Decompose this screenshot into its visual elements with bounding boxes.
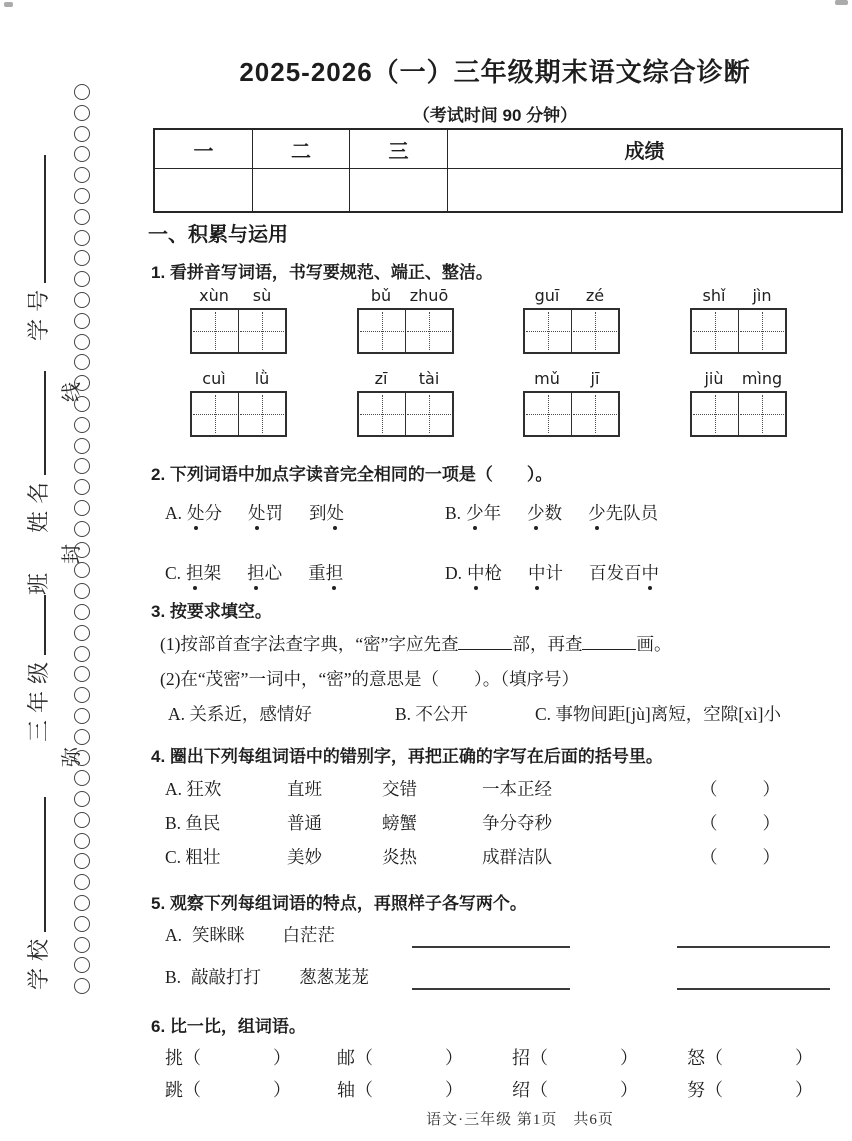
option-word [308, 560, 343, 585]
char: 到 [309, 503, 327, 523]
answer-blank [458, 634, 512, 650]
q1-row-1 [140, 286, 850, 356]
q6-stem: 6. 比一比，组词语。 [151, 1017, 306, 1036]
option-word [588, 500, 658, 525]
char: 罚 [265, 503, 284, 523]
section-heading: 一、积累与运用 [148, 224, 288, 246]
option-word [527, 500, 562, 525]
pinyin-syllable: zī [374, 369, 388, 388]
seal-stamp-char: 封 [61, 544, 83, 564]
paren: ） [273, 1080, 291, 1100]
q4-word: 交错 [382, 779, 417, 799]
option-word [467, 560, 502, 585]
q3-option: A. 关系近，感情好 [168, 704, 312, 724]
q6-char: 跳 [165, 1080, 183, 1100]
option-word [186, 560, 221, 585]
option-label: A. [165, 503, 183, 523]
q6-word-group [512, 1076, 638, 1102]
score-blank-cell [155, 168, 252, 211]
pinyin-group [523, 369, 620, 437]
answer-line [677, 945, 830, 948]
writing-cell [738, 310, 785, 352]
q6-word-group [165, 1076, 291, 1102]
binding-hole [74, 354, 90, 370]
pinyin-syllable: jī [590, 369, 600, 388]
q2-option-group [445, 500, 684, 525]
q4-label-word: B. 鱼民 [165, 813, 221, 833]
writing-box [357, 391, 454, 437]
answer-blank [582, 634, 636, 650]
pinyin-syllable: xùn [199, 286, 229, 305]
writing-box [690, 391, 787, 437]
pinyin-syllable: shǐ [702, 286, 726, 305]
q6-word-group [337, 1044, 463, 1070]
pinyin-group [690, 286, 787, 354]
q2-option-group [165, 560, 369, 585]
q6-char: 怒 [687, 1048, 705, 1068]
score-blank-cell [447, 168, 841, 211]
q3-option: C. 事物间距[jù]离短，空隙[xì]小 [535, 704, 781, 724]
char: 少 [466, 500, 484, 525]
pinyin-labels [523, 286, 620, 305]
char: 年 [483, 503, 502, 523]
option-word [528, 560, 563, 585]
option-word [187, 500, 222, 525]
pinyin-syllable: jìn [752, 286, 772, 305]
q5-example-word: 敲敲打打 [191, 967, 262, 987]
q6-char: 轴 [337, 1080, 355, 1100]
q6-row-2 [140, 1076, 850, 1104]
q3-fill-line [160, 631, 671, 656]
pinyin-syllable: guī [534, 286, 560, 305]
paren: ） [620, 1080, 638, 1100]
binding-hole [74, 666, 90, 682]
pinyin-syllable: mìng [741, 369, 783, 388]
q4-word-row [165, 844, 825, 868]
pinyin-labels [357, 286, 454, 305]
writing-cell [738, 393, 785, 435]
q3-stem: 3. 按要求填空。 [151, 602, 272, 621]
exam-content [140, 0, 850, 1141]
q5-stem: 5. 观察下列每组词语的特点，再照样子各写两个。 [151, 894, 527, 913]
char: 处 [327, 500, 345, 525]
seal-field-label: 学号 [25, 282, 51, 341]
q4-word: 美妙 [287, 847, 322, 867]
binding-hole [74, 562, 90, 578]
q5-row-1 [165, 922, 825, 950]
q4-word-row [165, 776, 825, 800]
char: 枪 [484, 563, 503, 583]
binding-hole [74, 334, 90, 350]
writing-cell [692, 393, 738, 435]
char: 百 [624, 563, 642, 583]
q6-word-group [687, 1044, 813, 1070]
pinyin-labels [690, 286, 787, 305]
char: 担 [186, 560, 204, 585]
option-label: A. [165, 925, 183, 945]
q4-word: 螃蟹 [382, 813, 417, 833]
pinyin-syllable: bǔ [370, 286, 392, 305]
writing-cell [405, 310, 452, 352]
char: 百 [589, 563, 607, 583]
binding-hole [74, 250, 90, 266]
pinyin-syllable: mǔ [534, 369, 560, 388]
seal-blank-line [29, 595, 46, 655]
seal-field-label: 三年级 [25, 654, 51, 742]
option-word [248, 500, 283, 525]
binding-hole [74, 230, 90, 246]
q6-char: 招 [512, 1048, 530, 1068]
binding-hole [74, 313, 90, 329]
paren: （ [705, 1080, 723, 1100]
writing-cell [192, 310, 238, 352]
binding-hole [74, 292, 90, 308]
binding-hole [74, 687, 90, 703]
writing-box [357, 308, 454, 354]
char: 分 [204, 503, 223, 523]
binding-hole [74, 791, 90, 807]
char: 处 [248, 500, 266, 525]
binding-hole [74, 438, 90, 454]
paren: ） [445, 1048, 463, 1068]
char: 中 [467, 560, 485, 585]
writing-cell [238, 393, 285, 435]
q2-stem: 2. 下列词语中加点字读音完全相同的一项是（ ）。 [151, 465, 553, 484]
paren: （ [530, 1048, 548, 1068]
seal-blank-line [29, 155, 46, 283]
char: 少 [527, 500, 545, 525]
pinyin-group [190, 369, 287, 437]
binding-hole [74, 209, 90, 225]
paren: （ [705, 1048, 723, 1068]
paren: ） [762, 779, 780, 799]
writing-cell [525, 393, 571, 435]
seal-stamp-char: 弥 [61, 747, 83, 767]
q2-row-2 [140, 560, 850, 590]
writing-box [190, 391, 287, 437]
binding-hole [74, 853, 90, 869]
answer-line [412, 945, 570, 948]
binding-hole [74, 105, 90, 121]
writing-box [523, 308, 620, 354]
option-label: B. [165, 967, 182, 987]
q4-word: 争分夺秒 [482, 813, 552, 833]
binding-hole [74, 188, 90, 204]
option-label: C. [165, 563, 182, 583]
binding-hole [74, 916, 90, 932]
answer-parens [700, 844, 825, 869]
char: 先 [605, 503, 624, 523]
binding-hole [74, 500, 90, 516]
option-word [247, 560, 282, 585]
paren: ） [762, 847, 780, 867]
paren: ） [795, 1048, 813, 1068]
binding-hole [74, 770, 90, 786]
binding-hole [74, 874, 90, 890]
q6-row-1 [140, 1044, 850, 1072]
paren: （ [355, 1048, 373, 1068]
binding-hole [74, 521, 90, 537]
pinyin-group [357, 369, 454, 437]
char: 处 [187, 500, 205, 525]
writing-cell [571, 310, 618, 352]
paren: （ [700, 813, 718, 833]
pinyin-group [523, 286, 620, 354]
pinyin-syllable: sù [252, 286, 272, 305]
binding-hole [74, 729, 90, 745]
writing-cell [525, 310, 571, 352]
writing-box [190, 308, 287, 354]
q6-word-group [337, 1076, 463, 1102]
paren: （ [700, 779, 718, 799]
binding-hole [74, 978, 90, 994]
binding-holes [74, 84, 92, 999]
q4-word: 直班 [287, 779, 322, 799]
pinyin-labels [357, 369, 454, 388]
q6-word-group [512, 1044, 638, 1070]
score-blank-cell [349, 168, 447, 211]
char: 少 [588, 500, 606, 525]
scan-artifact [4, 2, 13, 7]
pinyin-group [190, 286, 287, 354]
binding-hole [74, 167, 90, 183]
writing-cell [238, 310, 285, 352]
q4-rows [165, 776, 825, 878]
q6-word-group [165, 1044, 291, 1070]
q4-label-word: C. 粗壮 [165, 847, 221, 867]
q1-stem: 1. 看拼音写词语，书写要规范、端正、整洁。 [151, 263, 493, 282]
char: 心 [264, 563, 283, 583]
writing-cell [692, 310, 738, 352]
q6-word-group [687, 1076, 813, 1102]
binding-hole [74, 812, 90, 828]
writing-cell [192, 393, 238, 435]
binding-hole [74, 583, 90, 599]
pinyin-syllable: tài [418, 369, 440, 388]
q2-row-1 [140, 500, 850, 530]
binding-hole [74, 895, 90, 911]
binding-hole [74, 937, 90, 953]
binding-hole [74, 957, 90, 973]
writing-cell [359, 310, 405, 352]
binding-hole [74, 84, 90, 100]
char: 队 [623, 503, 641, 523]
q2-option-group [445, 560, 685, 585]
paren: ） [620, 1048, 638, 1068]
q4-word-row [165, 810, 825, 834]
q4-word: 成群洁队 [482, 847, 552, 867]
char: 计 [545, 563, 564, 583]
char: 担 [326, 560, 344, 585]
pinyin-labels [523, 369, 620, 388]
seal-blank-line [29, 797, 46, 932]
seal-blank-line [29, 371, 46, 475]
writing-cell [405, 393, 452, 435]
pinyin-syllable: zhuō [409, 286, 449, 305]
pinyin-syllable: zé [585, 286, 605, 305]
binding-hole [74, 604, 90, 620]
option-word [309, 500, 344, 525]
q4-word: 普通 [287, 813, 322, 833]
char: 重 [308, 563, 326, 583]
score-header-cell: 一 [193, 140, 214, 163]
paren: （ [700, 847, 718, 867]
writing-cell [571, 393, 618, 435]
seal-stamp-char: 线 [61, 382, 83, 402]
paren: （ [355, 1080, 373, 1100]
writing-box [690, 308, 787, 354]
pinyin-group [357, 286, 454, 354]
char: 员 [640, 503, 659, 523]
char: 中 [528, 560, 546, 585]
answer-parens [700, 810, 825, 835]
q3-text: 画。 [636, 634, 672, 654]
q4-label-word: A. 狂欢 [165, 779, 222, 799]
seal-margin [22, 147, 83, 1062]
pinyin-syllable: jiù [704, 369, 724, 388]
option-label: B. [445, 503, 462, 523]
option-word [466, 500, 501, 525]
q3-option: B. 不公开 [395, 704, 468, 724]
binding-hole [74, 271, 90, 287]
answer-parens [700, 776, 825, 801]
q4-word: 一本正经 [482, 779, 552, 799]
binding-hole [74, 646, 90, 662]
binding-hole [74, 458, 90, 474]
binding-hole [74, 833, 90, 849]
binding-hole [74, 625, 90, 641]
char: 数 [544, 503, 563, 523]
page-footer: 语文·三年级 第1页 共6页 [426, 1112, 614, 1128]
answer-line [412, 987, 570, 990]
q3-text: 部，再查 [512, 634, 583, 654]
q2-option-group [165, 500, 370, 525]
paren: （ [183, 1048, 201, 1068]
q5-example-word: 葱葱茏茏 [299, 967, 370, 987]
score-header-cell: 三 [349, 130, 447, 168]
char: 架 [203, 563, 222, 583]
q5-example-word: 白茫茫 [282, 925, 336, 945]
q3-meaning-line: (2)在“茂密”一词中，“密”的意思是（ ）。（填序号） [160, 669, 579, 689]
score-table [153, 128, 843, 213]
seal-field-label: 姓名 [25, 474, 51, 533]
q5-example-word: 笑眯眯 [192, 925, 245, 945]
seal-field-label: 学校 [25, 931, 51, 990]
paren: （ [183, 1080, 201, 1100]
binding-hole [74, 479, 90, 495]
paren: ） [762, 813, 780, 833]
q1-row-2 [140, 369, 850, 439]
binding-hole [74, 708, 90, 724]
char: 发 [606, 563, 625, 583]
char: 中 [642, 560, 660, 585]
q6-char: 挑 [165, 1048, 183, 1068]
pinyin-labels [190, 286, 287, 305]
binding-hole [74, 417, 90, 433]
binding-hole [74, 146, 90, 162]
seal-field-label: 班 [25, 565, 51, 595]
q4-stem: 4. 圈出下列每组词语中的错别字，再把正确的字写在后面的括号里。 [151, 747, 663, 766]
q6-char: 绍 [512, 1080, 530, 1100]
score-blank-cell [252, 168, 349, 211]
pinyin-labels [690, 369, 787, 388]
q6-char: 邮 [337, 1048, 355, 1068]
q5-row-2 [165, 964, 825, 992]
writing-cell [359, 393, 405, 435]
q4-word: 炎热 [382, 847, 417, 867]
q6-char: 努 [687, 1080, 705, 1100]
pinyin-syllable: cuì [202, 369, 226, 388]
pinyin-labels [190, 369, 287, 388]
pinyin-group [690, 369, 787, 437]
paren: ） [273, 1048, 291, 1068]
paren: ） [445, 1080, 463, 1100]
q3-options [140, 701, 850, 727]
page-title: 2025-2026（一）三年级期末语文综合诊断 [239, 57, 751, 87]
pinyin-syllable: lǜ [254, 369, 270, 388]
writing-box [523, 391, 620, 437]
char: 担 [247, 560, 265, 585]
option-word [589, 560, 659, 585]
exam-duration: （考试时间 90 分钟） [412, 106, 578, 125]
answer-line [677, 987, 830, 990]
score-header-cell: 二 [252, 130, 349, 168]
paren: ） [795, 1080, 813, 1100]
paren: （ [530, 1080, 548, 1100]
option-label: D. [445, 563, 463, 583]
binding-hole [74, 126, 90, 142]
q3-text: (1)按部首查字法查字典，“密”字应先查 [160, 634, 459, 654]
score-header-cell: 成绩 [447, 130, 841, 168]
